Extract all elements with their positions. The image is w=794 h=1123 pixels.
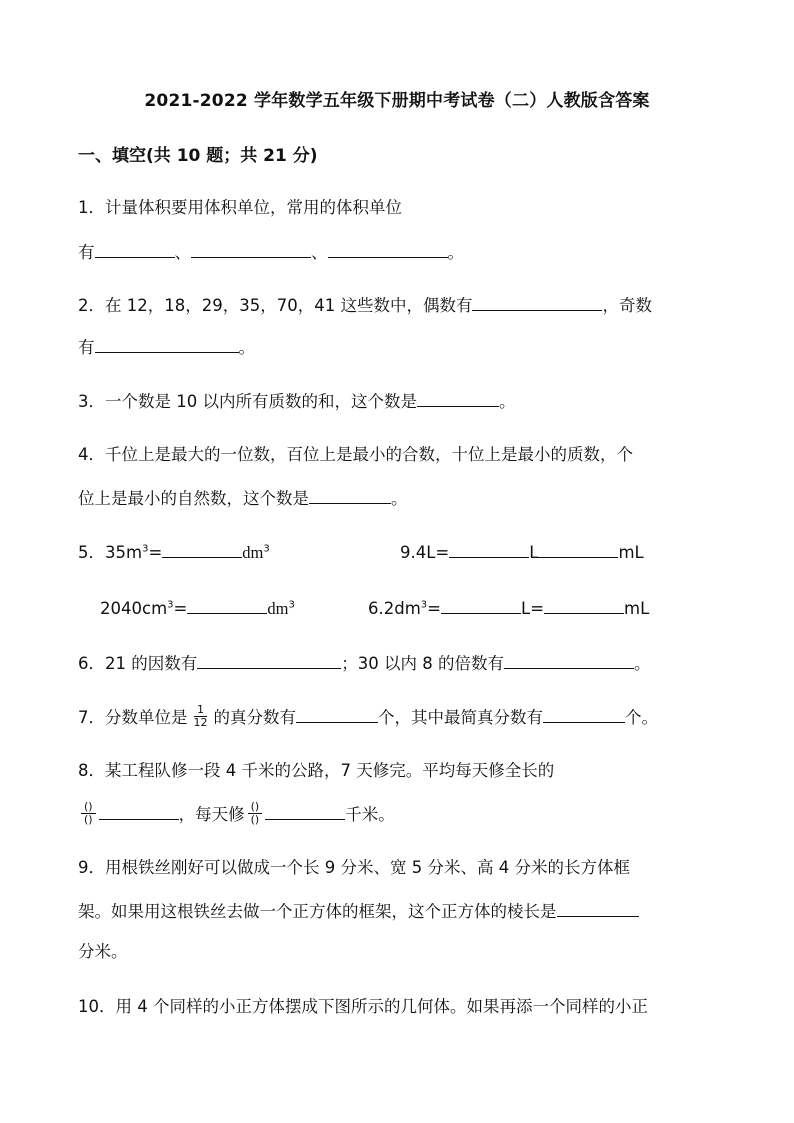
fraction-denominator: 12 <box>193 716 208 729</box>
q8-end: 千米。 <box>345 805 395 824</box>
fraction-numerator: () <box>248 801 263 814</box>
fraction-numerator: 1 <box>194 704 207 717</box>
answer-blank[interactable] <box>441 596 521 614</box>
q5-p3-unit: dm <box>267 599 289 618</box>
q8-text-mid: ，每天修 <box>178 805 245 824</box>
question-9-line-3 <box>78 941 128 963</box>
q5-p3-unit-exp: 3 <box>288 599 295 611</box>
q5-p3-eq: = <box>173 599 188 618</box>
question-8-line-2 <box>78 802 395 828</box>
q5-p1-unit: dm <box>242 543 264 562</box>
question-5-part-4 <box>368 596 649 620</box>
q2-text-end: ，奇数 <box>602 296 652 315</box>
question-4-line-1 <box>78 444 633 466</box>
question-8-line-1 <box>78 760 554 782</box>
question-7 <box>78 705 658 731</box>
q6-end: 。 <box>633 654 651 673</box>
question-4-line-2 <box>78 486 408 510</box>
q2-text: 2．在 12，18，29，35，70，41 这些数中，偶数有 <box>78 296 473 315</box>
q5-p1-unit-exp: 3 <box>263 543 270 555</box>
q4-end: 。 <box>391 489 408 508</box>
question-3 <box>78 389 515 413</box>
answer-blank[interactable] <box>472 293 602 311</box>
q5-p1-exp: 3 <box>142 543 149 555</box>
answer-blank[interactable] <box>504 651 634 669</box>
answer-blank[interactable] <box>197 651 341 669</box>
page-title: 2021-2022 学年数学五年级下册期中考试卷（二）人教版含答案 <box>144 91 650 111</box>
q5-p4-eq: = <box>427 599 441 618</box>
fraction-denominator: () <box>84 813 93 826</box>
q7-text-2: 的真分数有 <box>213 708 296 727</box>
answer-blank[interactable] <box>417 389 499 407</box>
q3-end: 。 <box>498 392 516 411</box>
section-heading: 一、填空(共 10 题；共 21 分) <box>78 146 318 166</box>
q1-prefix: 有 <box>78 243 95 262</box>
q1-separator: 、 <box>311 243 328 262</box>
answer-blank[interactable] <box>543 705 625 723</box>
answer-blank[interactable] <box>187 596 267 614</box>
answer-blank[interactable] <box>99 802 179 820</box>
q7-text: 7．分数单位是 <box>78 708 188 727</box>
question-6 <box>78 651 650 675</box>
question-2-line-1 <box>78 293 652 317</box>
answer-blank[interactable] <box>162 540 242 558</box>
q6-text-mid: ；30 以内 8 的倍数有 <box>341 654 504 673</box>
answer-blank[interactable] <box>538 540 618 558</box>
question-9-line-1 <box>78 857 630 879</box>
q2-end: 。 <box>238 338 255 357</box>
question-1-line-1 <box>78 197 402 219</box>
answer-blank[interactable] <box>95 240 175 258</box>
answer-blank[interactable] <box>191 240 311 258</box>
fraction-blank[interactable] <box>248 801 263 826</box>
q9-text-2: 架。如果用这根铁丝去做一个正方体的框架，这个正方体的棱长是 <box>78 902 557 921</box>
q8-text: 8．某工程队修一段 4 千米的公路，7 天修完。平均每天修全长的 <box>78 761 555 780</box>
q6-text: 6．21 的因数有 <box>78 654 198 673</box>
answer-blank[interactable] <box>265 802 345 820</box>
q5-p3: 2040cm <box>100 599 168 618</box>
q5-p1: 5．35m <box>78 543 143 562</box>
q5-p2-unit: L <box>529 543 539 562</box>
answer-blank[interactable] <box>296 705 378 723</box>
q1-text: 1．计量体积要用体积单位，常用的体积单位 <box>78 198 402 217</box>
q9-text: 9．用根铁丝刚好可以做成一个长 9 分米、宽 5 分米、高 4 分米的长方体框 <box>78 858 630 877</box>
q5-p4-unit: L= <box>521 599 545 618</box>
q5-p2: 9.4L= <box>400 543 450 562</box>
answer-blank[interactable] <box>95 335 239 353</box>
q5-p1-eq: = <box>148 543 163 562</box>
q10-text: 10．用 4 个同样的小正方体摆成下图所示的几何体。如果再添一个同样的小正 <box>78 997 648 1016</box>
q2-prefix: 有 <box>78 338 95 357</box>
answer-blank[interactable] <box>449 540 529 558</box>
q7-end: 个。 <box>625 708 658 727</box>
answer-blank[interactable] <box>557 899 639 917</box>
q4-text-2: 位上是最小的自然数，这个数是 <box>78 489 309 508</box>
q5-p4-exp: 3 <box>420 599 428 611</box>
fraction-numerator: () <box>81 801 96 814</box>
q7-text-3: 个，其中最简真分数有 <box>378 708 543 727</box>
fraction <box>191 704 211 729</box>
q5-p4-unit-2: mL <box>624 599 650 618</box>
answer-blank[interactable] <box>309 486 391 504</box>
question-9-line-2 <box>78 899 639 923</box>
question-10-line-1 <box>78 996 648 1018</box>
q4-text: 4．千位上是最大的一位数，百位上是最小的合数，十位上是最小的质数，个 <box>78 445 633 464</box>
q1-separator: 、 <box>174 243 191 262</box>
question-5-line-1 <box>78 540 270 564</box>
question-5-part-2 <box>400 540 644 564</box>
q1-end: 。 <box>447 243 464 262</box>
q9-text-3: 分米。 <box>78 942 128 961</box>
fraction-blank[interactable] <box>81 801 96 826</box>
q5-p2-unit-2: mL <box>618 543 644 562</box>
answer-blank[interactable] <box>544 596 624 614</box>
question-2-line-2 <box>78 335 255 359</box>
q5-p3-exp: 3 <box>167 599 174 611</box>
answer-blank[interactable] <box>328 240 448 258</box>
q3-text: 3．一个数是 10 以内所有质数的和，这个数是 <box>78 392 417 411</box>
fraction-denominator: () <box>250 813 260 826</box>
question-5-part-3 <box>100 596 295 620</box>
q5-p4: 6.2dm <box>368 599 421 618</box>
question-1-line-2 <box>78 240 464 264</box>
